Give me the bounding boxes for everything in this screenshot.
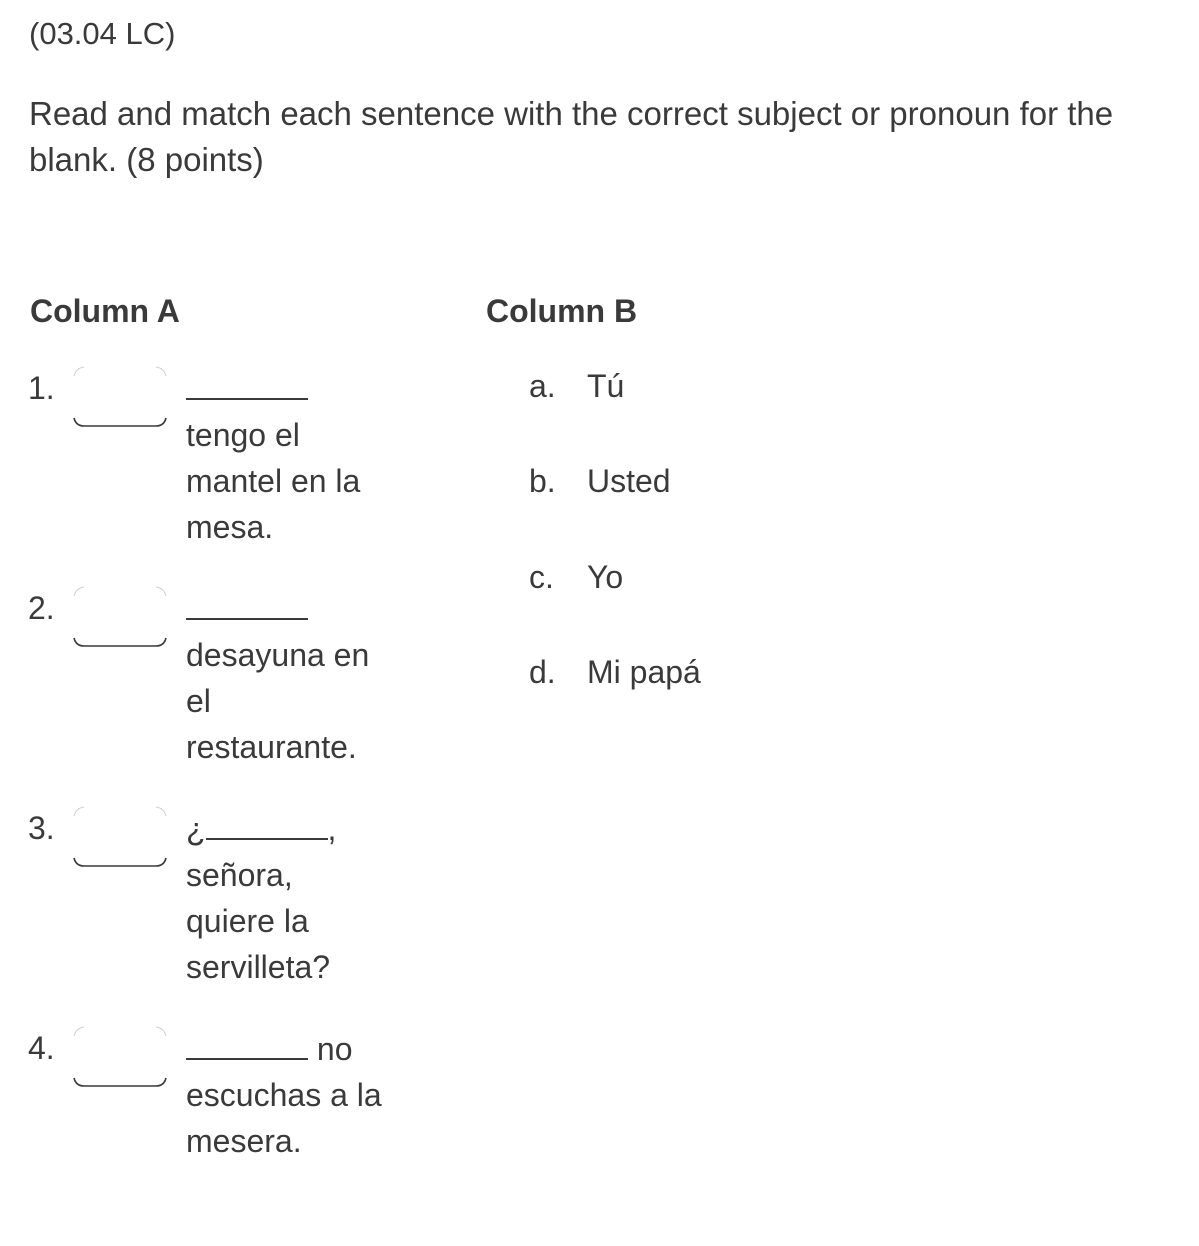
question-instructions: Read and match each sentence with the correct subject or pronoun for the blank. (8 points)	[29, 95, 1114, 178]
sentence-text: desayuna en el restaurante.	[186, 637, 370, 765]
answer-box-outline-icon	[70, 366, 170, 428]
answer-box-outline-icon	[70, 806, 170, 868]
match-answer-dropdown[interactable]	[70, 586, 170, 648]
sentence-text: , señora, quiere la servilleta?	[186, 811, 337, 985]
column-b-option	[529, 555, 623, 599]
column-a-item	[0, 806, 460, 1026]
column-b-option	[529, 364, 624, 408]
option-letter: a.	[529, 368, 556, 404]
answer-blank	[186, 368, 308, 400]
option-text: Yo	[587, 559, 624, 595]
item-number: 3.	[28, 810, 55, 846]
option-text: Tú	[587, 368, 625, 404]
column-a-item	[0, 1026, 460, 1246]
option-letter: b.	[529, 463, 556, 499]
answer-box-outline-icon	[70, 1026, 170, 1088]
column-a-header: Column A	[30, 293, 180, 329]
sentence-prefix: ¿	[186, 811, 206, 847]
column-a-item	[0, 586, 460, 806]
match-answer-dropdown[interactable]	[70, 366, 170, 428]
option-text: Mi papá	[587, 654, 701, 690]
column-a-sentence	[186, 1026, 386, 1164]
column-b-option	[529, 459, 671, 503]
item-number: 4.	[28, 1030, 55, 1066]
sentence-text: no escuchas a la mesera.	[186, 1031, 382, 1159]
match-answer-dropdown[interactable]	[70, 1026, 170, 1088]
column-a-sentence	[186, 366, 386, 550]
sentence-text: tengo el mantel en la mesa.	[186, 417, 361, 545]
answer-box-outline-icon	[70, 586, 170, 648]
column-b-option	[529, 650, 701, 694]
question-code: (03.04 LC)	[29, 16, 176, 51]
column-a-sentence	[186, 586, 386, 770]
option-letter: c.	[529, 559, 554, 595]
column-a-sentence	[186, 806, 386, 990]
answer-blank	[186, 588, 308, 620]
item-number: 2.	[28, 590, 55, 626]
match-answer-dropdown[interactable]	[70, 806, 170, 868]
answer-blank	[206, 808, 328, 840]
answer-blank	[186, 1028, 308, 1060]
option-letter: d.	[529, 654, 556, 690]
option-text: Usted	[587, 463, 671, 499]
column-b-header: Column B	[486, 293, 638, 329]
item-number: 1.	[28, 370, 55, 406]
column-a-item	[0, 366, 460, 586]
